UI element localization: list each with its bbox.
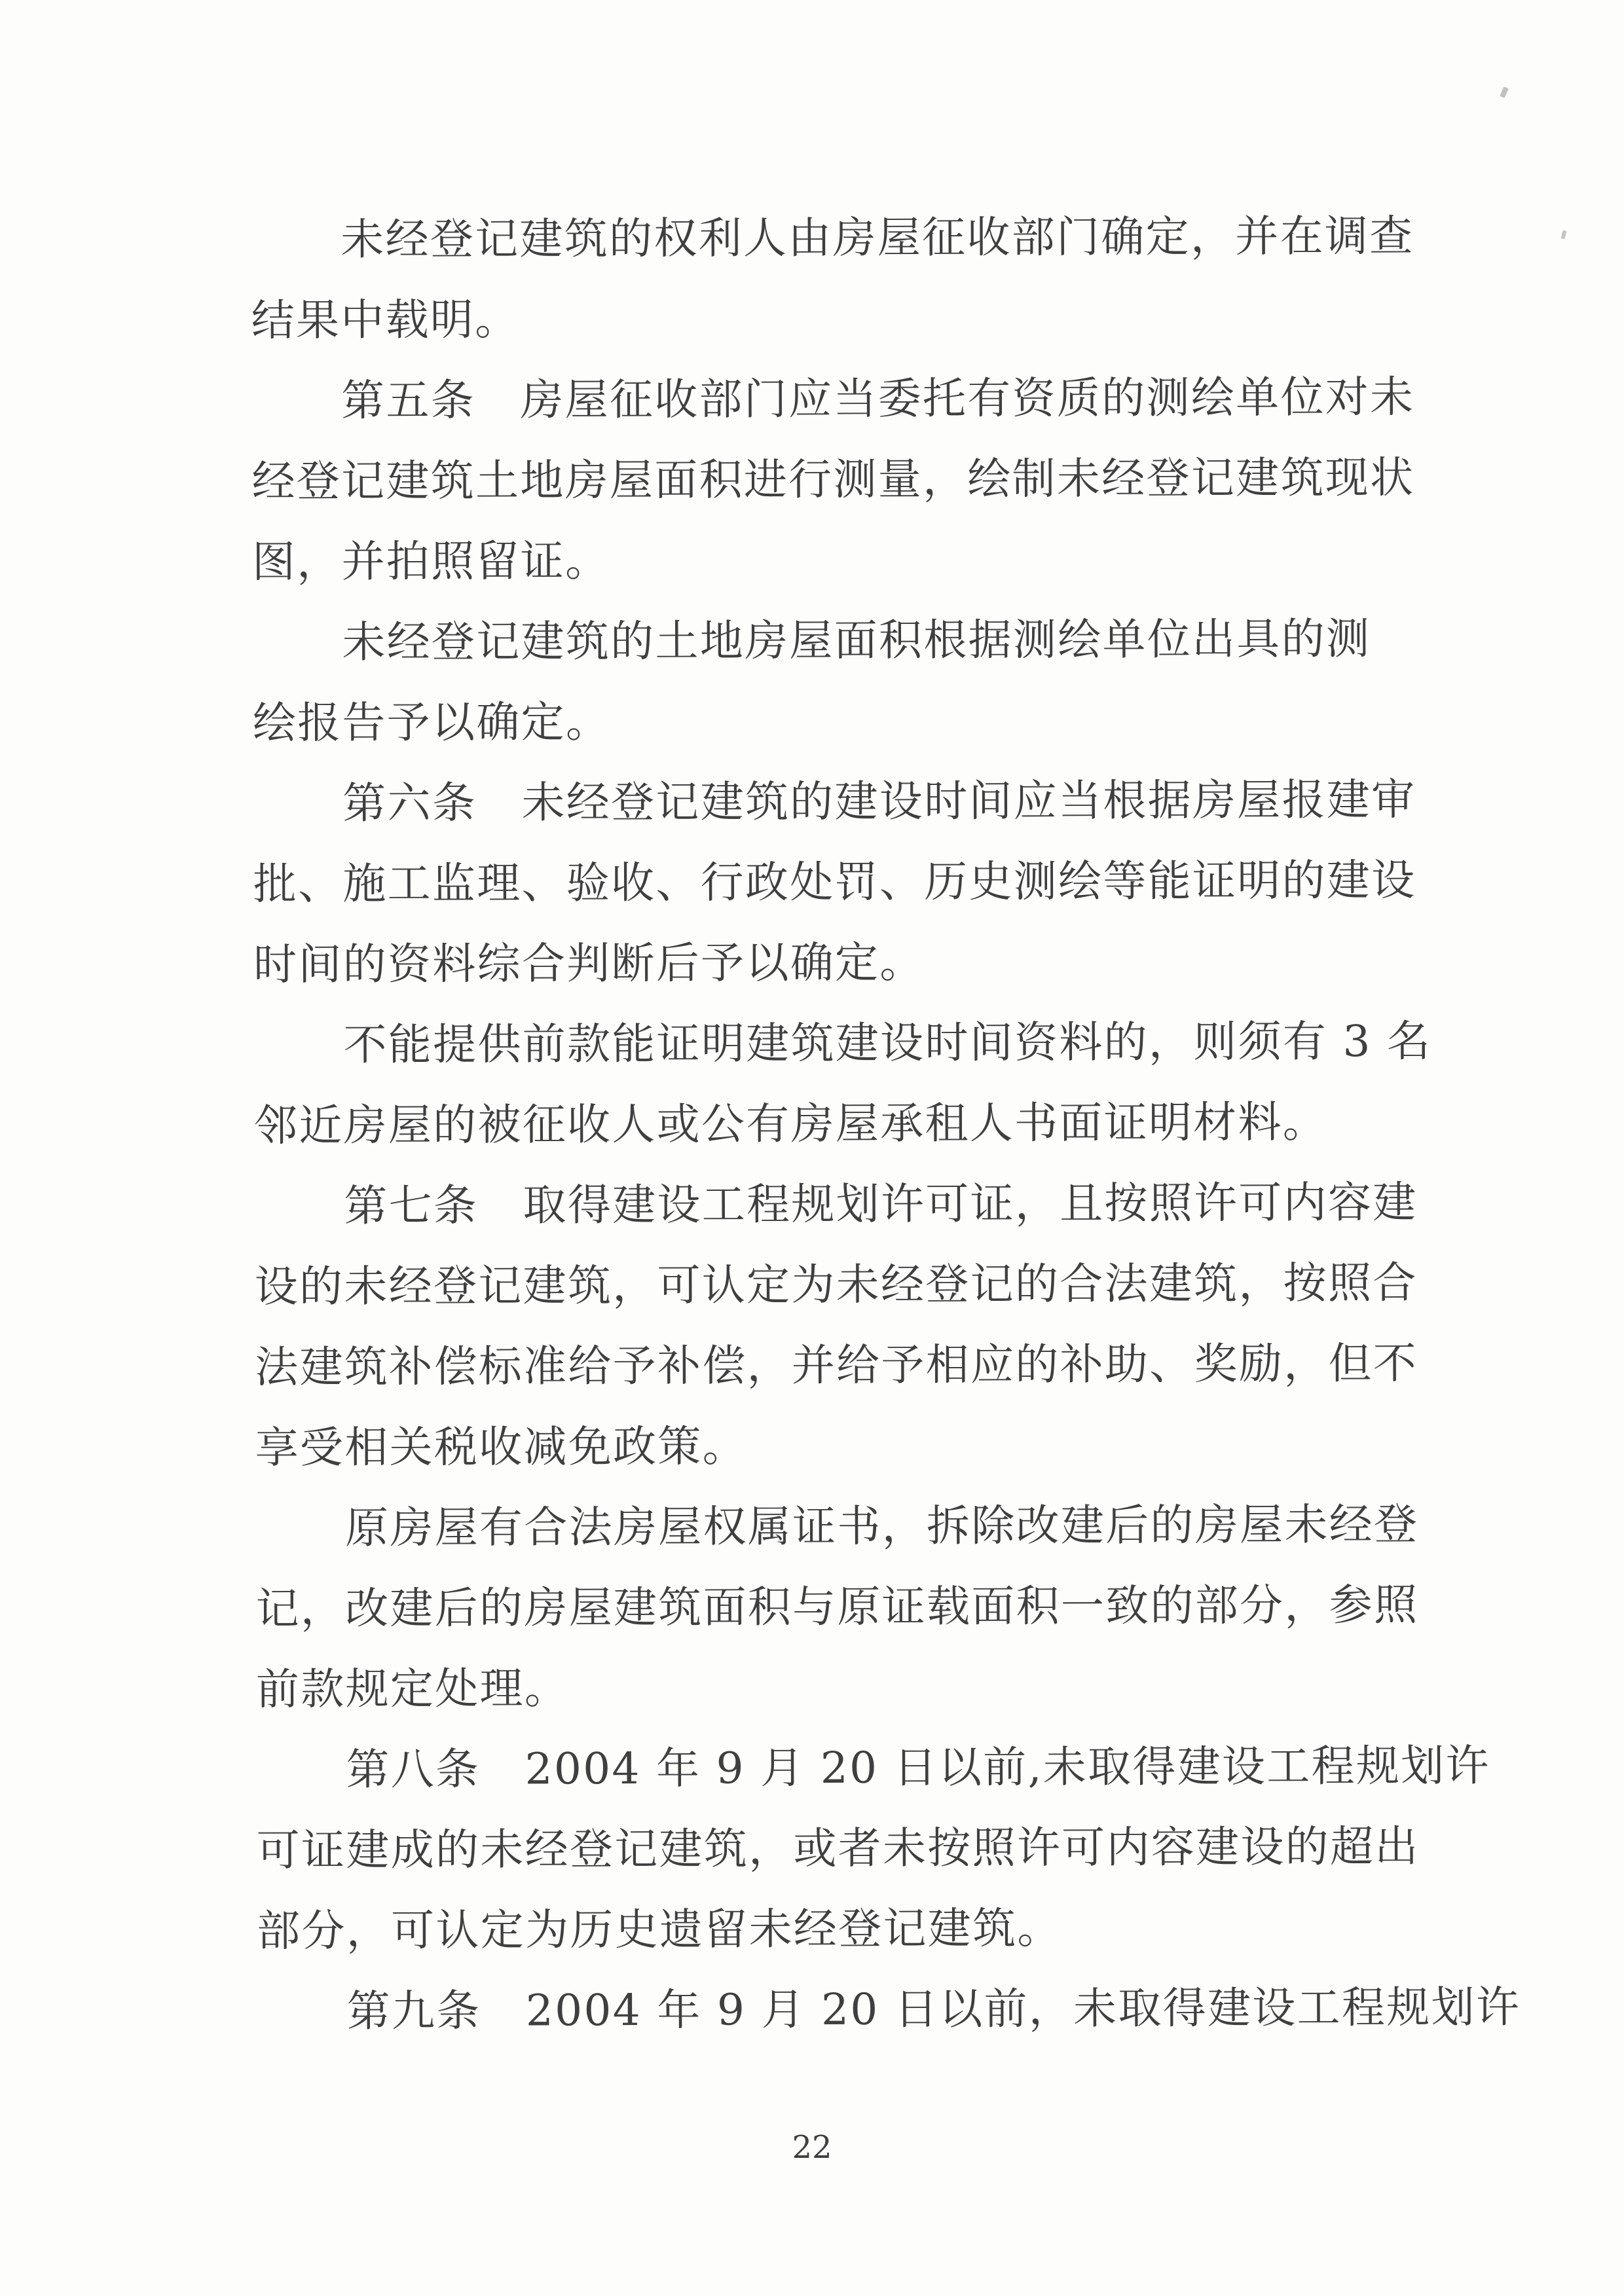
text-line: 可证建成的未经登记建筑，或者未按照许可内容建设的超出 <box>256 1821 1420 1876</box>
text-line: 不能提供前款能证明建筑建设时间资料的，则须有 3 名 <box>343 1015 1432 1070</box>
text-line: 法建筑补偿标准给予补偿，并给予相应的补助、奖励，但不 <box>255 1338 1418 1393</box>
text-line: 绘报告予以确定。 <box>252 697 611 748</box>
text-line-article-5: 第五条 房屋征收部门应当委托有资质的测绘单位对未 <box>341 371 1415 426</box>
text-line: 未经登记建筑的权利人由房屋征收部门确定，并在调查 <box>341 210 1414 265</box>
text-line: 结果中载明。 <box>251 294 520 346</box>
text-line: 部分，可认定为历史遗留未经登记建筑。 <box>257 1903 1062 1956</box>
text-line: 时间的资料综合判断后予以确定。 <box>253 937 925 990</box>
text-line-article-7: 第七条 取得建设工程规划许可证，且按照许可内容建 <box>344 1176 1418 1231</box>
text-line-article-8: 第八条 2004 年 9 月 20 日以前,未取得建设工程规划许 <box>346 1740 1490 1795</box>
text-line-article-9: 第九条 2004 年 9 月 20 日以前，未取得建设工程规划许 <box>346 1982 1521 2037</box>
text-line: 未经登记建筑的土地房屋面积根据测绘单位出具的测 <box>342 613 1371 668</box>
text-line: 记，改建后的房屋建筑面积与原证载面积一致的部分，参照 <box>255 1579 1419 1634</box>
scan-artifact-speck <box>1500 86 1509 98</box>
scan-artifact-speck <box>1561 230 1567 239</box>
text-line: 邻近房屋的被征收人或公有房屋承租人书面证明材料。 <box>253 1097 1328 1151</box>
text-line: 原房屋有合法房屋权属证书，拆除改建后的房屋未经登 <box>344 1499 1419 1554</box>
text-line: 经登记建筑土地房屋面积进行测量，绘制未经登记建筑现状 <box>251 452 1415 507</box>
text-line: 批、施工监理、验收、行政处罚、历史测绘等能证明的建设 <box>253 854 1416 909</box>
text-line-article-6: 第六条 未经登记建筑的建设时间应当根据房屋报建审 <box>342 774 1416 829</box>
document-body <box>251 196 1521 2052</box>
text-line: 前款规定处理。 <box>255 1663 570 1715</box>
text-line: 享受相关税收减免政策。 <box>255 1421 748 1473</box>
text-line: 图，并拍照留证。 <box>251 536 610 587</box>
text-line: 设的未经登记建筑，可认定为未经登记的合法建筑，按照合 <box>254 1257 1418 1312</box>
page-number: 22 <box>792 2129 832 2166</box>
